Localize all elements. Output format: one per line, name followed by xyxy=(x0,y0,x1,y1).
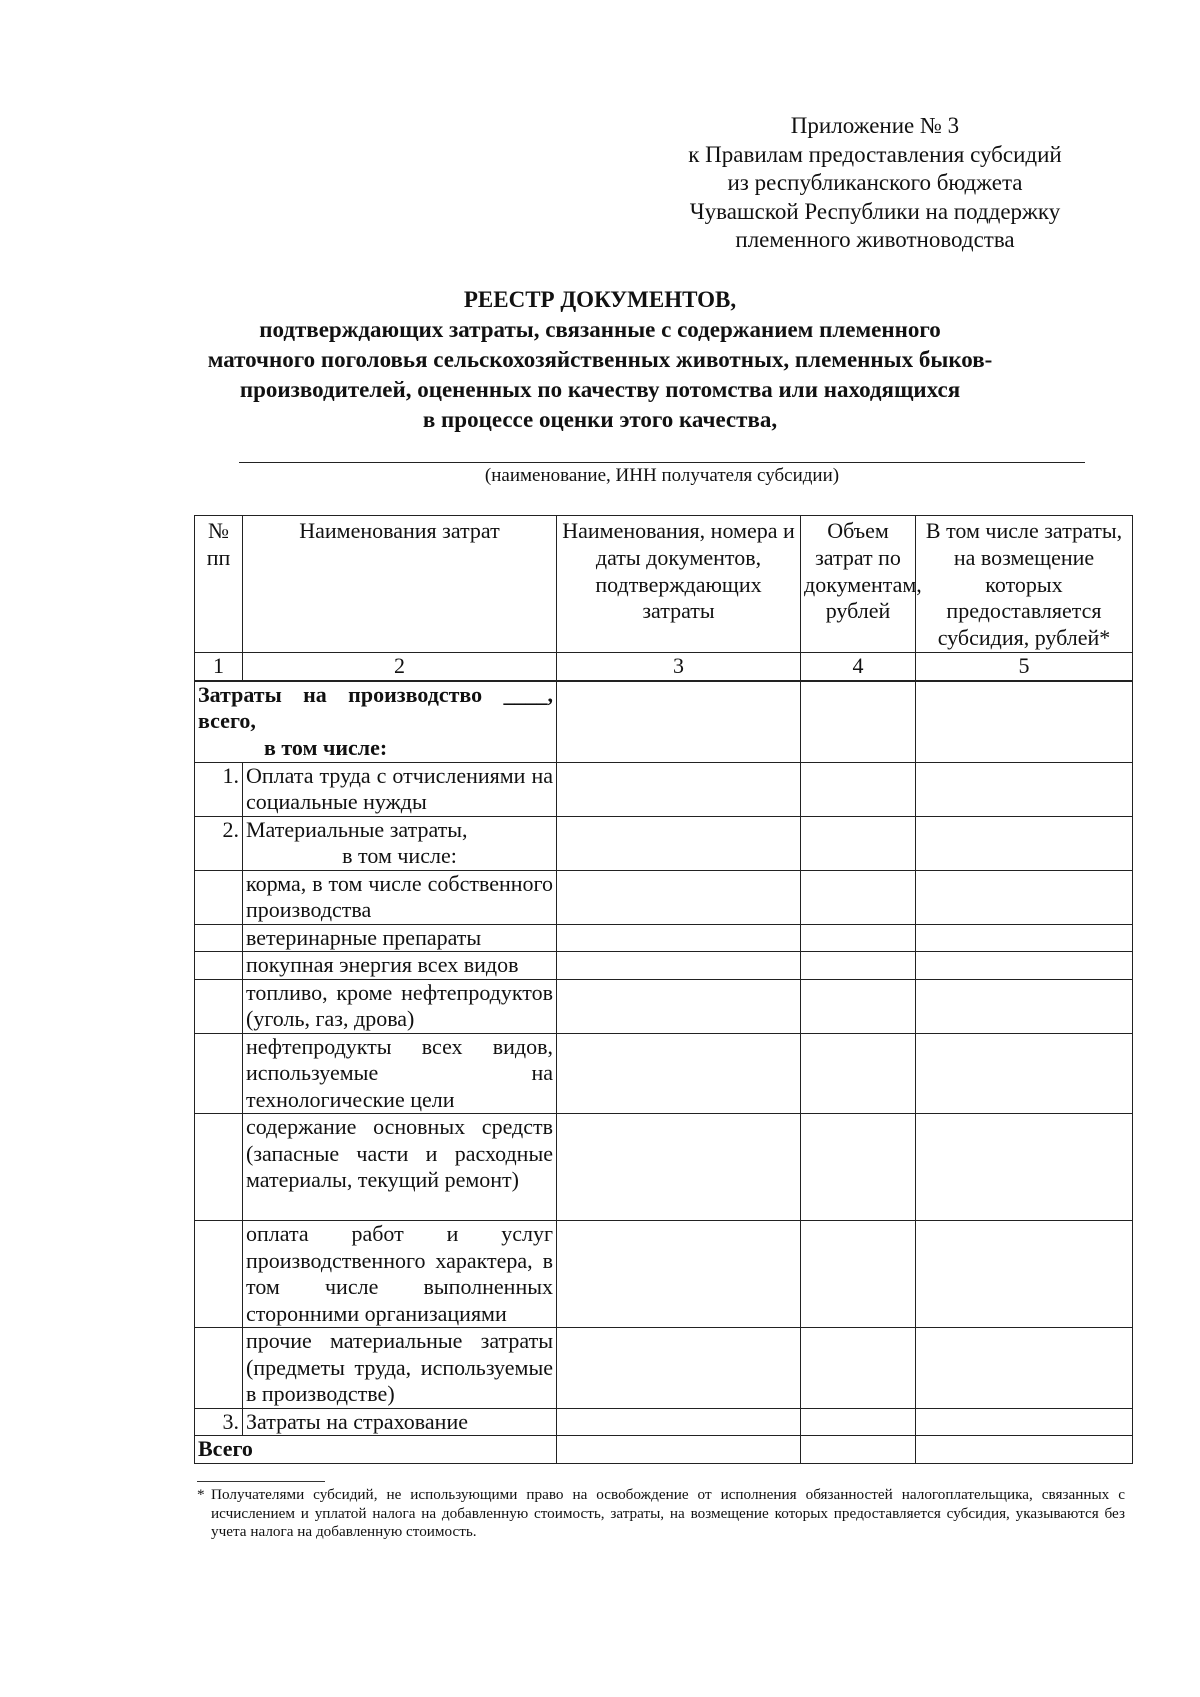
table-row xyxy=(195,1114,1133,1221)
appendix-line: племенного животноводства xyxy=(735,227,1015,252)
table-row xyxy=(195,952,1133,980)
empty-cell xyxy=(916,1436,1133,1464)
footnote-separator xyxy=(197,1481,325,1482)
title-line: маточного поголовья сельскохозяйственных животных, племенных быков- xyxy=(207,347,993,372)
empty-cell xyxy=(801,1033,916,1114)
row-number: 2. xyxy=(195,816,243,870)
column-number: 3 xyxy=(557,652,801,681)
empty-cell xyxy=(801,681,916,763)
empty-cell xyxy=(557,924,801,952)
row-label: нефтепродукты всех видов, используемые на технологические цели xyxy=(243,1033,557,1114)
empty-cell xyxy=(801,924,916,952)
recipient-caption: (наименование, ИНН получателя субсидии) xyxy=(484,465,840,486)
empty-cell xyxy=(557,952,801,980)
empty-cell xyxy=(801,1221,916,1328)
row-label: Затраты на страхование xyxy=(243,1408,557,1436)
footnote xyxy=(197,1486,1125,1542)
empty-cell xyxy=(916,762,1133,816)
row-label: покупная энергия всех видов xyxy=(243,952,557,980)
empty-cell xyxy=(916,681,1133,763)
column-number: 2 xyxy=(243,652,557,681)
empty-cell xyxy=(916,1408,1133,1436)
empty-cell xyxy=(916,924,1133,952)
empty-cell xyxy=(801,816,916,870)
empty-cell xyxy=(801,952,916,980)
empty-cell xyxy=(801,762,916,816)
table-row-total xyxy=(195,1436,1133,1464)
summary-sublabel: в том числе: xyxy=(264,734,388,760)
header-subsidy-amount: В том числе затраты, на возмещение которых предоставляется субсидия, рублей* xyxy=(916,516,1133,653)
summary-label-cell xyxy=(195,681,557,763)
empty-cell xyxy=(916,1033,1133,1114)
title-line: производителей, оцененных по качеству потомства или находящихся xyxy=(239,377,961,402)
row-number xyxy=(195,952,243,980)
empty-cell xyxy=(916,1328,1133,1409)
empty-cell xyxy=(557,1114,801,1221)
row-label-cell xyxy=(243,816,557,870)
header-number: № пп xyxy=(195,516,243,653)
empty-cell xyxy=(557,1436,801,1464)
empty-cell xyxy=(557,979,801,1033)
empty-cell xyxy=(557,1221,801,1328)
title-heading: РЕЕСТР ДОКУМЕНТОВ, xyxy=(463,287,737,312)
empty-cell xyxy=(916,870,1133,924)
header-cost-name: Наименования затрат xyxy=(243,516,557,653)
appendix-line: к Правилам предоставления субсидий xyxy=(688,141,1062,167)
registry-table xyxy=(194,515,1133,1464)
table-row xyxy=(195,924,1133,952)
empty-cell xyxy=(801,1408,916,1436)
empty-cell xyxy=(801,1114,916,1221)
row-number xyxy=(195,1033,243,1114)
table-row xyxy=(195,870,1133,924)
appendix-line: Чувашской Республики на поддержку xyxy=(689,198,1061,224)
table-row xyxy=(195,1408,1133,1436)
row-number xyxy=(195,1221,243,1328)
row-label: корма, в том числе собственного производства xyxy=(243,870,557,924)
empty-cell xyxy=(801,870,916,924)
column-number: 5 xyxy=(916,652,1133,681)
title-line: в процессе оценки этого качества, xyxy=(422,407,778,432)
summary-label: Затраты на производство ____, всего, xyxy=(198,681,553,734)
title-line: подтверждающих затраты, связанные с содержанием племенного xyxy=(259,317,941,342)
row-number xyxy=(195,870,243,924)
row-label: Оплата труда с отчислениями на социальные нужды xyxy=(243,762,557,816)
row-number: 3. xyxy=(195,1408,243,1436)
header-documents: Наименования, номера и даты документов, подтверждающих затраты xyxy=(557,516,801,653)
row-sublabel: в том числе: xyxy=(342,843,457,869)
empty-cell xyxy=(557,762,801,816)
empty-cell xyxy=(916,952,1133,980)
row-number xyxy=(195,1328,243,1409)
empty-cell xyxy=(916,1221,1133,1328)
row-number xyxy=(195,1114,243,1221)
row-label: Материальные затраты, xyxy=(246,816,468,842)
column-number: 4 xyxy=(801,652,916,681)
row-number xyxy=(195,979,243,1033)
table-row xyxy=(195,1221,1133,1328)
document-title xyxy=(150,285,1050,435)
empty-cell xyxy=(557,816,801,870)
appendix-line: из республиканского бюджета xyxy=(727,170,1023,195)
column-number: 1 xyxy=(195,652,243,681)
table-row xyxy=(195,979,1133,1033)
row-label: прочие материальные затраты (предметы труда, используемые в производстве) xyxy=(243,1328,557,1409)
row-number: 1. xyxy=(195,762,243,816)
row-number xyxy=(195,924,243,952)
row-label: содержание основных средств (запасные части и расходные материалы, текущий ремонт) xyxy=(243,1114,557,1221)
empty-cell xyxy=(557,1328,801,1409)
footnote-mark: * xyxy=(197,1486,205,1503)
table-row xyxy=(195,1033,1133,1114)
appendix-block xyxy=(640,112,1110,255)
empty-cell xyxy=(916,1114,1133,1221)
empty-cell xyxy=(557,1408,801,1436)
column-number-row xyxy=(195,652,1133,681)
empty-cell xyxy=(557,870,801,924)
row-label: топливо, кроме нефтепродуктов (уголь, газ, дрова) xyxy=(243,979,557,1033)
row-label: оплата работ и услуг производственного характера, в том числе выполненных сторонними организациями xyxy=(243,1221,557,1328)
footnote-text: Получателями субсидий, не использующими право на освобождение от исполнения обязанностей налогоплательщика, связанных с исчислением и уплатой налога на добавленную стоимость, затраты, на возмещение которых предоставляется субсидия, указываются без учета налога на добавленную стоимость. xyxy=(211,1486,1125,1540)
header-amount: Объем затрат по документам, рублей xyxy=(801,516,916,653)
empty-cell xyxy=(801,979,916,1033)
recipient-fill-line xyxy=(239,462,1085,463)
table-row xyxy=(195,762,1133,816)
empty-cell xyxy=(557,1033,801,1114)
empty-cell xyxy=(801,1328,916,1409)
table-row xyxy=(195,1328,1133,1409)
table-row xyxy=(195,816,1133,870)
appendix-line: Приложение № 3 xyxy=(790,113,960,138)
empty-cell xyxy=(916,816,1133,870)
empty-cell xyxy=(916,979,1133,1033)
total-label: Всего xyxy=(195,1436,557,1464)
empty-cell xyxy=(801,1436,916,1464)
row-label: ветеринарные препараты xyxy=(243,924,557,952)
table-header-row xyxy=(195,516,1133,653)
table-row-summary xyxy=(195,681,1133,763)
empty-cell xyxy=(557,681,801,763)
